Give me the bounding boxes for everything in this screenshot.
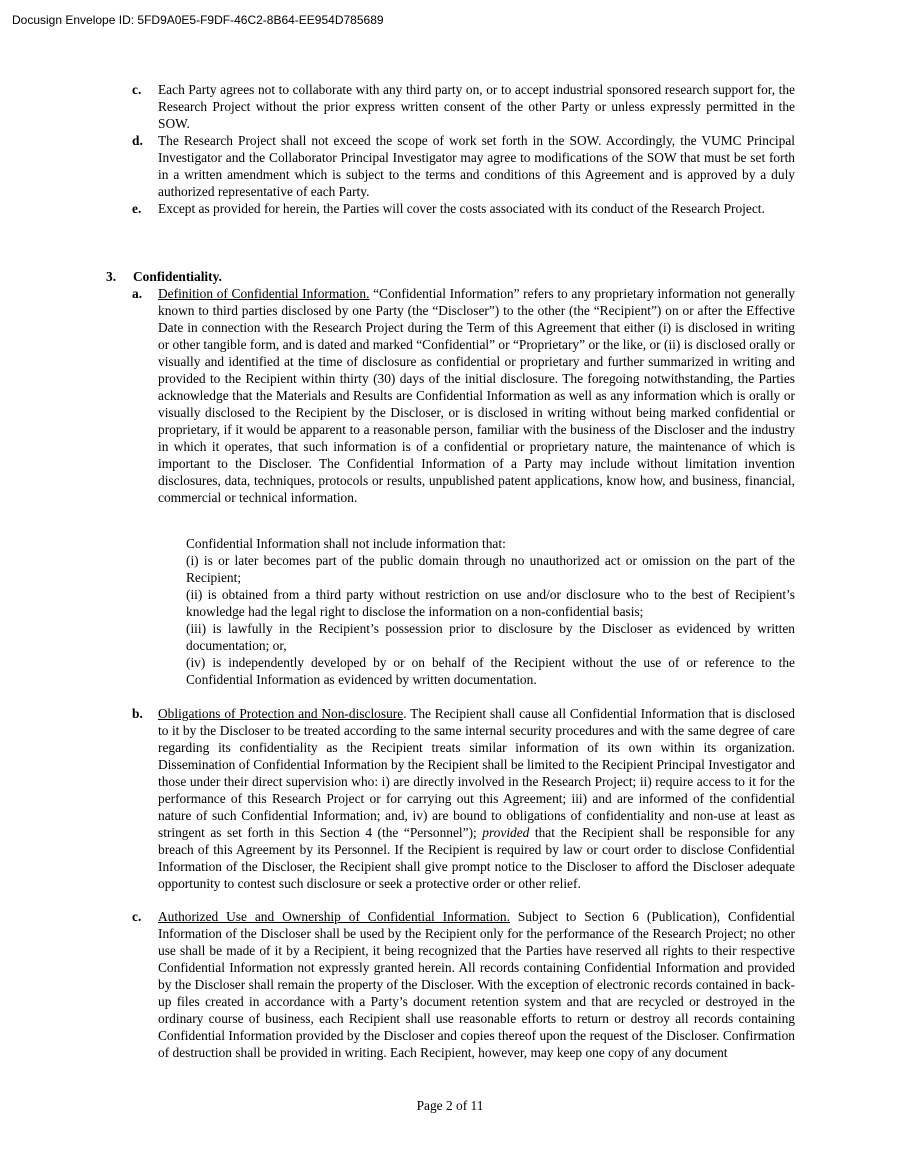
clause-2d xyxy=(132,132,795,200)
clause-heading: Obligations of Protection and Non-disclosure xyxy=(158,706,404,721)
clause-3c xyxy=(132,908,795,1061)
clause-text: Each Party agrees not to collaborate with any third party on, or to accept industrial sponsored research support for, the Research Project without the prior express written consent of the other Party or unless expressly permitted in the SOW. xyxy=(158,82,795,131)
clause-label: b. xyxy=(132,706,143,721)
envelope-id: Docusign Envelope ID: 5FD9A0E5-F9DF-46C2-8B64-EE954D785689 xyxy=(12,13,384,27)
clause-label: d. xyxy=(132,133,143,148)
clause-label: c. xyxy=(132,82,142,97)
clause-heading: Authorized Use and Ownership of Confidential Information. xyxy=(158,909,510,924)
clause-text: The Research Project shall not exceed the scope of work set forth in the SOW. Accordingly, the VUMC Principal Investigator and the Collaborator Principal Investigator may agree to modifications of the SOW that must be set forth in a written amendment which is subject to the terms and conditions of this Agreement and is approved by a duly authorized representative of each Party. xyxy=(158,133,795,199)
clause-italic: provided xyxy=(482,825,530,840)
clause-heading: Definition of Confidential Information. xyxy=(158,286,370,301)
clause-text: Except as provided for herein, the Parties will cover the costs associated with its conduct of the Research Project. xyxy=(158,201,765,216)
clause-text: . The Recipient shall cause all Confidential Information that is disclosed to it by the Discloser to be treated according to the same internal security procedures and with the same degree of care regarding its confidentiality as the Recipient treats similar information of its own within its organization. Dissemination of Confidential Information by the Recipient shall be limited to the Recipient Principal Investigator and those under their direct supervision who: i) are directly involved in the Research Project; ii) require access to it for the performance of this Research Project or for carrying out this Agreement; iii) and are informed of the confidential nature of such Confidential Information; and, iv) are bound to obligations of confidentiality and non-use at least as stringent as set forth in this Section 4 (the “Personnel”); xyxy=(158,706,795,840)
exclusion-item: (iii) is lawfully in the Recipient’s possession prior to disclosure by the Discloser as evidenced by written documentation; or, xyxy=(186,621,795,653)
page-number: Page 2 of 11 xyxy=(416,1098,484,1113)
clause-label: e. xyxy=(132,201,142,216)
section-title: Confidentiality. xyxy=(133,269,222,284)
exclusion-item: (ii) is obtained from a third party without restriction on use and/or disclosure who to the best of Recipient’s knowledge had the legal right to disclose the information on a non-confidential basis; xyxy=(186,587,795,619)
exclusion-item: (i) is or later becomes part of the public domain through no unauthorized act or omission on the part of the Recipient; xyxy=(186,553,795,585)
clause-3b xyxy=(132,705,796,892)
clause-3a xyxy=(132,285,795,506)
exclusion-item: (iv) is independently developed by or on behalf of the Recipient without the use of or reference to the Confidential Information as evidenced by written documentation. xyxy=(186,655,795,687)
exclusions-list xyxy=(186,535,795,688)
exclusions-intro: Confidential Information shall not include information that: xyxy=(186,536,506,551)
clause-text: “Confidential Information” refers to any proprietary information not generally known to third parties disclosed by one Party (the “Discloser”) to the other (the “Recipient”) on or after the Effective Date in connection with the Research Project during the Term of this Agreement that either (i) is disclosed in writing or other tangible form, and is dated and marked “Confidential” or “Proprietary” or the like, or (ii) is disclosed orally or visually and identified at the time of disclosure as confidential or proprietary and further summarized in writing and provided to the Recipient within thirty (30) days of the initial disclosure. The foregoing notwithstanding, the Parties acknowledge that the Materials and Results are Confidential Information as well as any information which is orally or visually disclosed to the Recipient by the Discloser, or is disclosed in writing without being marked confidential or proprietary, if it would be apparent to a reasonable person, familiar with the business of the Discloser and the industry in which it operates, that such information is of a confidential or proprietary nature, the maintenance of which is important to the Discloser. The Confidential Information of a Party may include without limitation invention disclosures, data, techniques, protocols or results, unpublished patent applications, know how, and business, financial, commercial or technical information. xyxy=(158,286,795,505)
clause-2c xyxy=(132,81,795,132)
section-heading xyxy=(106,268,222,285)
clause-text: Subject to Section 6 (Publication), Confidential Information of the Discloser shall be used by the Recipient only for the performance of the Research Project; no other use shall be made of it by a Recipient, it being recognized that the Parties have reserved all rights to their respective Confidential Information not expressly granted herein. All records containing Confidential Information and provided by the Discloser shall remain the property of the Discloser. With the exception of electronic records contained in back-up files created in accordance with a Party’s document retention system and that are recycled or destroyed in the ordinary course of business, each Recipient shall use reasonable efforts to return or destroy all records containing Confidential Information provided by the Discloser and copies thereof upon the request of the Discloser. Confirmation of destruction shall be provided in writing. Each Recipient, however, may keep one copy of any document xyxy=(158,909,795,1060)
clause-label: a. xyxy=(132,286,143,301)
section-number: 3. xyxy=(106,269,117,284)
clause-label: c. xyxy=(132,909,142,924)
clause-text: that the Recipient shall be responsible for any breach of this Agreement by its Personnel. If the Recipient is required by law or court order to disclose Confidential Information of the Discloser, the Recipient shall give prompt notice to the Discloser to afford the Discloser adequate opportunity to contest such disclosure or seek a protective order or other relief. xyxy=(158,825,796,891)
clause-2e xyxy=(132,200,795,217)
